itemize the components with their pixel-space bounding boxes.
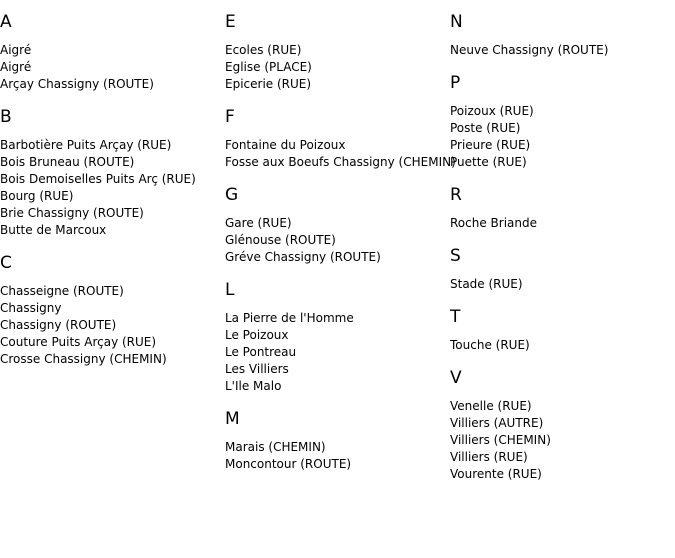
street-list [225, 439, 450, 473]
letter-section-p [450, 73, 675, 171]
letter-section-t [450, 307, 675, 354]
street-list [450, 398, 675, 483]
street-list [450, 42, 675, 59]
street-link[interactable]: Prieure (RUE) [450, 138, 531, 152]
letter-section-r [450, 185, 675, 232]
letter-section-s [450, 246, 675, 293]
street-link[interactable]: Aigré [0, 43, 32, 57]
index-column-1 [0, 0, 225, 382]
street-link[interactable]: Bois Bruneau (ROUTE) [0, 155, 135, 169]
street-list [0, 137, 225, 239]
street-link[interactable]: Les Villiers [225, 362, 289, 376]
section-letter-heading: A [0, 12, 12, 32]
street-list [450, 103, 675, 171]
street-link[interactable]: Gréve Chassigny (ROUTE) [225, 250, 381, 264]
section-letter-heading: T [450, 307, 461, 327]
street-link[interactable]: Crosse Chassigny (CHEMIN) [0, 352, 167, 366]
street-link[interactable]: Bois Demoiselles Puits Arç (RUE) [0, 172, 196, 186]
street-link[interactable]: Arçay Chassigny (ROUTE) [0, 77, 154, 91]
street-link[interactable]: Puette (RUE) [450, 155, 527, 169]
street-link[interactable]: Chassigny [0, 301, 62, 315]
letter-section-n [450, 12, 675, 59]
street-list [450, 337, 675, 354]
street-list [450, 276, 675, 293]
section-letter-heading: L [225, 280, 235, 300]
index-column-3 [450, 0, 675, 497]
street-link[interactable]: Villiers (AUTRE) [450, 416, 544, 430]
letter-section-f [225, 107, 456, 171]
section-letter-heading: R [450, 185, 462, 205]
letter-section-l [225, 280, 450, 395]
section-letter-heading: B [0, 107, 12, 127]
section-letter-heading: G [225, 185, 239, 205]
letter-section-c [0, 253, 225, 368]
section-letter-heading: P [450, 73, 461, 93]
section-letter-heading: F [225, 107, 235, 127]
section-letter-heading: E [225, 12, 236, 32]
street-link[interactable]: Epicerie (RUE) [225, 77, 312, 91]
street-link[interactable]: Ecoles (RUE) [225, 43, 302, 57]
street-list [450, 215, 675, 232]
street-link[interactable]: Fosse aux Boeufs Chassigny (CHEMIN) [225, 155, 456, 169]
letter-section-m [225, 409, 450, 473]
street-link[interactable]: Couture Puits Arçay (RUE) [0, 335, 157, 349]
street-link[interactable]: Le Poizoux [225, 328, 289, 342]
street-list [225, 310, 450, 395]
section-letter-heading: N [450, 12, 463, 32]
section-letter-heading: V [450, 368, 462, 388]
street-link[interactable]: Barbotière Puits Arçay (RUE) [0, 138, 172, 152]
street-link[interactable]: Neuve Chassigny (ROUTE) [450, 43, 609, 57]
street-link[interactable]: Poste (RUE) [450, 121, 521, 135]
street-link[interactable]: Fontaine du Poizoux [225, 138, 346, 152]
street-link[interactable]: Butte de Marcoux [0, 223, 107, 237]
street-link[interactable]: Bourg (RUE) [0, 189, 74, 203]
letter-section-a [0, 12, 225, 93]
street-list [0, 42, 225, 93]
street-link[interactable]: Glénouse (ROUTE) [225, 233, 336, 247]
street-link[interactable]: Chassigny (ROUTE) [0, 318, 117, 332]
index-column-2 [225, 0, 456, 487]
letter-section-v [450, 368, 675, 483]
street-link[interactable]: Moncontour (ROUTE) [225, 457, 352, 471]
street-link[interactable]: Le Pontreau [225, 345, 297, 359]
section-letter-heading: M [225, 409, 240, 429]
street-link[interactable]: Villiers (RUE) [450, 450, 528, 464]
street-link[interactable]: Brie Chassigny (ROUTE) [0, 206, 144, 220]
street-list [0, 283, 225, 368]
street-link[interactable]: L'Ile Malo [225, 379, 282, 393]
street-link[interactable]: La Pierre de l'Homme [225, 311, 354, 325]
letter-section-b [0, 107, 225, 239]
street-link[interactable]: Eglise (PLACE) [225, 60, 312, 74]
letter-section-e [225, 12, 450, 93]
street-list [225, 215, 450, 266]
street-link[interactable]: Stade (RUE) [450, 277, 523, 291]
street-list [225, 42, 450, 93]
street-link[interactable]: Gare (RUE) [225, 216, 292, 230]
street-link[interactable]: Poizoux (RUE) [450, 104, 534, 118]
street-link[interactable]: Venelle (RUE) [450, 399, 532, 413]
street-link[interactable]: Marais (CHEMIN) [225, 440, 326, 454]
section-letter-heading: S [450, 246, 461, 266]
street-list [225, 137, 456, 171]
street-link[interactable]: Villiers (CHEMIN) [450, 433, 551, 447]
street-link[interactable]: Vourente (RUE) [450, 467, 542, 481]
letter-section-g [225, 185, 450, 266]
section-letter-heading: C [0, 253, 12, 273]
street-link[interactable]: Aigré [0, 60, 32, 74]
street-link[interactable]: Chasseigne (ROUTE) [0, 284, 124, 298]
street-link[interactable]: Roche Briande [450, 216, 537, 230]
street-link[interactable]: Touche (RUE) [450, 338, 530, 352]
